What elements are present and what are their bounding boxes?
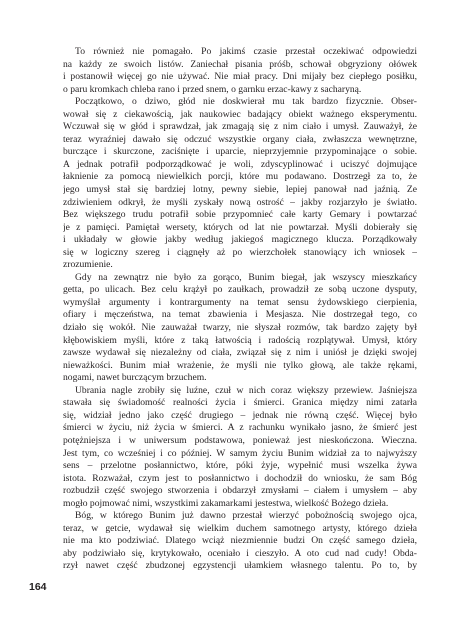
- text-line: wował się z ciekawością, jak naukowiec badający obiekt ważnego eksperymentu.: [63, 108, 417, 120]
- text-line: Jest tym, co wcześniej i co później. W samym życiu Bunim widział za to najwyższy: [63, 447, 417, 459]
- text-line: śmierci w życiu, niż życia w śmierci. A z rachunku wynikało jasno, że śmierć jest: [63, 422, 417, 434]
- text-line: działo się wokół. Nie zauważał twarzy, nie słyszał rozmów, tak bardzo zajęty był: [63, 322, 417, 334]
- text-line: kłębowiskiem myśli, które z taką łatwością i radością rozplątywał. Umysł, który: [63, 334, 417, 346]
- text-line: aby podziwiało się, krytykowało, oceniało i cieszyło. A oto cud nad cudy! Obda-: [63, 547, 417, 559]
- text-line: A jednak potrafił podporządkować je woli, zdyscyplinować i uciszyć dojmujące: [63, 158, 417, 170]
- text-line: się w logiczny szereg i ciągnęły aż po wierzchołek stanowiący ich wniosek –: [63, 246, 417, 258]
- text-line: nieważkości. Bunim miał wrażenie, że myśli nie tylko głową, ale także rękami,: [63, 359, 417, 371]
- text-line: istota. Rozważał, czym jest to posłannictwo i dochodził do wniosku, że sam Bóg: [63, 472, 417, 484]
- text-line: sens – przelotne posłannictwo, które, póki żyje, wypełnić musi wszelka żywa: [63, 460, 417, 472]
- text-line: teraz wyraźniej dawało się odczuć wszystkie organy ciała, zwłaszcza wewnętrzne,: [63, 133, 417, 145]
- text-line: łaknienie za pomocą niewielkich porcji, które mu podawano. Dostrzegł za to, że: [63, 171, 417, 183]
- body-text: [63, 46, 417, 573]
- text-line: rzył nawet część zbudzonej egzystencji ułamkiem własnego talentu. Po to, by: [63, 560, 417, 572]
- text-line: rozbudził część swojego stworzenia i obdarzył zmysłami – ciałem i umysłem – aby: [63, 485, 417, 497]
- text-line: zrozumienie.: [63, 259, 113, 271]
- text-line: potężniejsza i w uniwersum podstawowa, ponieważ jest nieskończona. Wieczna.: [63, 434, 417, 446]
- text-line: na każdy ze swoich listów. Zaniechał pisania próśb, schował obgryziony ołówek: [63, 58, 417, 70]
- text-line: Ubrania nagle zrobiły się luźne, czuł w nich coraz większy przewiew. Jaśniejsza: [75, 384, 417, 396]
- text-line: To również nie pomagało. Po jakimś czasie przestał oczekiwać odpowiedzi: [75, 46, 417, 57]
- text-line: teraz, w getcie, wydawał się wielkim duchem samotnego artysty, którego dzieła: [63, 522, 417, 534]
- text-line: burczące i skurczone, zaciśnięte i uparcie, nieprzyjemnie przypominające o sobie.: [63, 146, 417, 158]
- text-line: mogło pojmować nimi, wszystkimi zakamarkami jestestwa, wielkość Bożego dzieła.: [63, 497, 389, 509]
- text-line: getta, po ulicach. Bez celu krążył po zaułkach, prowadził ze sobą uczone dysputy,: [63, 284, 417, 296]
- text-line: się, widział jedno jako część drugiego – jednak nie równą część. Więcej było: [63, 409, 417, 421]
- text-line: Wczuwał się w głód i sprawdzał, jak zmagają się z nim ciało i umysł. Zauważył, że: [63, 121, 417, 133]
- text-line: Bóg, w którego Bunim już dawno przestał wierzyć pobożnością swojego ojca,: [75, 510, 417, 522]
- text-line: i postanowił więcej go nie używać. Nie miał pracy. Dni mijały bez ciepłego posiłku,: [63, 71, 417, 83]
- text-line: o paru kromkach chleba rano i przed snem, o garnku erzac-kawy z sacharyną.: [63, 83, 362, 95]
- text-line: wymyślał argumenty i kontrargumenty na temat sensu żydowskiego cierpienia,: [63, 296, 417, 308]
- text-line: je z pamięci. Pamiętał wersety, których od lat nie powtarzał. Myśli dobierały się: [63, 221, 417, 233]
- text-line: Gdy na zewnątrz nie było za gorąco, Bunim biegał, jak wszyscy mieszkańcy: [75, 271, 417, 283]
- text-line: Początkowo, o dziwo, głód nie doskwierał mu tak bardzo fizycznie. Obser-: [75, 96, 417, 108]
- text-line: jego umysł stał się bardziej lotny, pewny siebie, lepiej panował nad jaźnią. Ze: [63, 184, 417, 196]
- text-line: i układały w głowie jakby według jakiegoś magicznego klucza. Porządkowały: [63, 234, 417, 246]
- text-line: nogami, nawet burczącym brzuchem.: [63, 372, 207, 384]
- text-line: stawała się świadomość realności życia i śmierci. Granica między nimi zatarła: [63, 397, 417, 409]
- text-line: ofiary i męczeństwa, na temat zbawienia i Mesjasza. Nie dostrzegał tego, co: [63, 309, 417, 321]
- text-line: nie ma kto podziwiać. Dlatego wciąż niezmiennie budzi On część samego dzieła,: [63, 535, 417, 547]
- page-number: 164: [29, 581, 47, 593]
- text-line: zdziwieniem odkrył, że myśli zyskały nową ostrość – jakby rozjarzyło je światło.: [63, 196, 417, 208]
- text-line: Bez większego trudu potrafił sobie przypomnieć całe karty Gemary i powtarzać: [63, 209, 417, 221]
- text-line: zawsze wydawał się niezależny od ciała, związał się z nim i uniósł je dzięki swojej: [63, 347, 417, 359]
